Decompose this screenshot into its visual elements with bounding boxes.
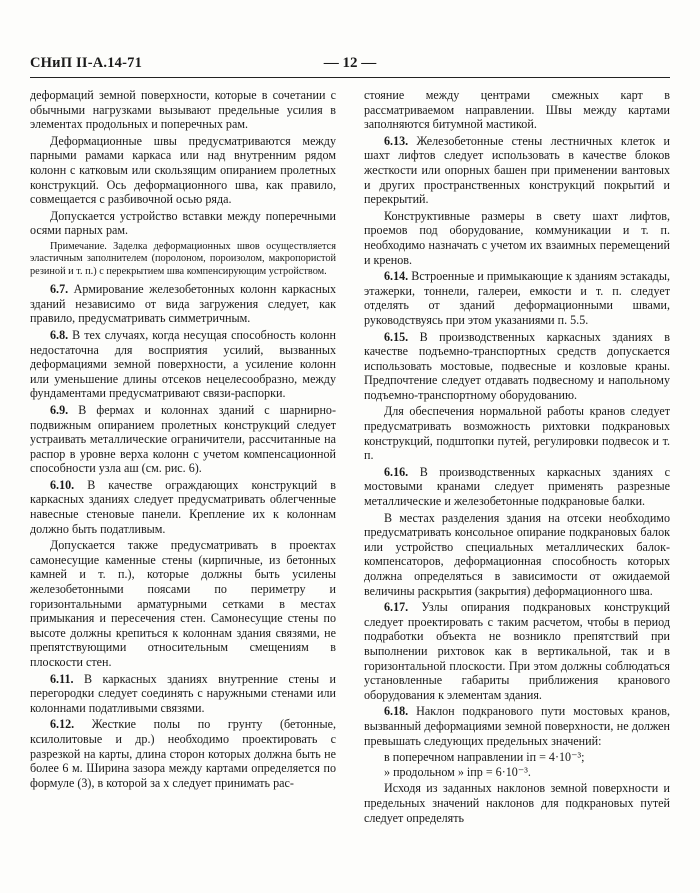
paragraph <box>364 269 670 327</box>
clause-number: 6.14. <box>384 269 409 284</box>
paragraph <box>364 134 670 207</box>
paragraph-text: » продольном » iпр = 6·10⁻³. <box>384 764 531 779</box>
paragraph <box>30 209 336 238</box>
paragraph <box>30 538 336 669</box>
paragraph-text: Встроенные и примыкающие к зданиям эстакады, этажерки, тоннели, галереи, емкости и т. п. следует отделять от зданий деформационными швами, руководствуясь при этом указаниями п. 5.5. <box>364 269 670 327</box>
clause-number: 6.11. <box>50 671 74 686</box>
paragraph <box>30 328 336 401</box>
formula-line <box>364 750 670 765</box>
paragraph-text: Деформационные швы предусматриваются между парными рамами каркаса или над внутренним рядом колонн с катковым или скользящим опиранием пролетных конструкций. Ось деформационного шва, как правило, совмещается с разбивочной осью ряда. <box>30 133 336 207</box>
paragraph <box>364 781 670 825</box>
formula-line <box>364 765 670 780</box>
paragraph-text: Исходя из заданных наклонов земной поверхности и предельных значений наклонов для подкрановых путей следует определять <box>364 781 670 825</box>
paragraph-text: Конструктивные размеры в свету шахт лифтов, проемов под оборудование, коммуникации и т. п. необходимо назначать с учетом их взаимных перемещений и кренов. <box>364 208 670 267</box>
clause-number: 6.10. <box>50 477 75 492</box>
paragraph-text: Примечание. Заделка деформационных швов осуществляется эластичным заполнителем (поролоном, пороизолом, макропористой резиной и т. п.) с перекрытием шва компенсирующим устройством. <box>30 240 336 277</box>
clause-number: 6.15. <box>384 329 409 344</box>
paragraph <box>364 330 670 403</box>
paragraph-text: Железобетонные стены лестничных клеток и шахт лифтов следует использовать в качестве блоков жесткости или опорных башен при применении вантовых и других пространственных конструкций покрытий и перекрытий. <box>364 133 671 207</box>
paragraph <box>30 88 336 132</box>
clause-number: 6.17. <box>384 600 409 615</box>
paragraph-text: Для обеспечения нормальной работы кранов следует предусматривать возможность рихтовки подкрановых конструкций, подштопки путей, регулировки подвесок и т. п. <box>364 404 670 463</box>
clause-number: 6.12. <box>50 717 75 732</box>
clause-number: 6.13. <box>384 133 409 148</box>
clause-number: 6.9. <box>50 402 69 417</box>
paragraph <box>30 672 336 716</box>
paragraph-text: Жесткие полы по грунту (бетонные, ксилолитовые и др.) необходимо проектировать с разрезкой на карты, длина сторон которых должна быть не более 6 м. Ширина зазора между картами определяется по формуле (3), в которой за x следует принимать рас- <box>30 717 336 790</box>
paragraph-text: В производственных каркасных зданиях с мостовыми кранами следует применять разрезные металлические и железобетонные подкрановые балки. <box>364 464 670 509</box>
paragraph-text: в поперечном направлении iп = 4·10⁻³; <box>384 750 585 765</box>
paragraph <box>364 704 670 748</box>
clause-number: 6.18. <box>384 704 409 719</box>
paragraph-text: Допускается также предусматривать в проектах самонесущие каменные стены (кирпичные, из бетонных камней и т. п.), которые должны быть усилены железобетонными поясами по периметру и горизонтальными арматурными сетками в местах примыкания и пересечения стен. Самонесущие стены по высоте должны крепиться к колоннам здания связями, не препятствующими относительным смещениям в плоскости стен. <box>30 538 336 669</box>
paragraph-text: Узлы опирания подкрановых конструкций следует проектировать с таким расчетом, чтобы в период подработки объекта не возникло препятствий при выполнении рихтовок как в вертикальной, так и в горизонтальной плоскости. При этом должны соблюдаться установленные габариты приближения кранового оборудования к элементам здания. <box>364 600 670 702</box>
paragraph-text: Армирование железобетонных колонн каркасных зданий независимо от вида загружения следует, как правило, предусматривать симметричным. <box>30 282 336 326</box>
paragraph-text: деформаций земной поверхности, которые в сочетании с обычными нагрузками вызывают предельные усилия в элементах продольных и поперечных рам. <box>30 88 336 132</box>
paragraph <box>364 600 670 702</box>
note-paragraph <box>30 241 336 278</box>
paragraph <box>364 511 670 599</box>
paragraph-text: В местах разделения здания на отсеки необходимо предусматривать консольное опирание подкрановых балок или устройство специальных металлических балок-компенсаторов, деформационная способность которых должна определяться в зависимости от ожидаемой величины раскрытия (закрытия) деформационного шва. <box>364 510 670 598</box>
clause-number: 6.7. <box>50 282 69 297</box>
paragraph-text: В тех случаях, когда несущая способность колонн недостаточна для восприятия усилий, вызванных деформациями земной поверхности, а усиление колонн или уменьшение длины отсеков нецелесообразно, между фундаментами предусматривают связи-распорки. <box>30 327 336 401</box>
paragraph-text: В фермах и колоннах зданий с шарнирно-подвижным опиранием пролетных конструкций следует устраивать металлические ограничители, рассчитанные на распор в уровне верха колонн с учетом компенсационной способности узла aш (см. рис. 6). <box>30 402 336 476</box>
paragraph <box>30 282 336 326</box>
clause-number: 6.16. <box>384 464 409 479</box>
paragraph-text: Допускается устройство вставки между поперечными осями парных рам. <box>30 208 336 238</box>
paragraph <box>364 465 670 509</box>
paragraph-text: В производственных каркасных зданиях в качестве подъемно-транспортных средств допускается использовать мостовые, подвесные и козловые краны. Предпочтение следует отдавать подвесному и напольному подъемно-транспортному оборудованию. <box>364 329 670 402</box>
paragraph <box>364 88 670 132</box>
paragraph <box>30 134 336 207</box>
right-column <box>364 88 670 827</box>
paragraph <box>30 403 336 476</box>
paragraph <box>364 209 670 267</box>
left-column <box>30 88 336 792</box>
paragraph-text: В каркасных зданиях внутренние стены и перегородки следует соединять с наружными стенами или колоннами податливыми связями. <box>30 671 336 715</box>
paragraph-text: стояние между центрами смежных карт в рассматриваемом направлении. Швы между картами заполняются битумной мастикой. <box>364 88 670 132</box>
clause-number: 6.8. <box>50 327 69 342</box>
paragraph-text: В качестве ограждающих конструкций в каркасных зданиях следует предусматривать облегченные навесные стеновые панели. Крепление их к колоннам должно быть податливым. <box>30 477 336 536</box>
paragraph <box>30 478 336 536</box>
document-code: СНиП II-А.14-71 <box>30 55 143 71</box>
page-header <box>30 55 670 78</box>
paragraph-text: Наклон подкранового пути мостовых кранов, вызванный деформациями земной поверхности, не должен превышать следующих предельных значений: <box>364 704 670 748</box>
page-number: — 12 — <box>323 55 377 71</box>
paragraph <box>30 717 336 790</box>
paragraph <box>364 404 670 462</box>
